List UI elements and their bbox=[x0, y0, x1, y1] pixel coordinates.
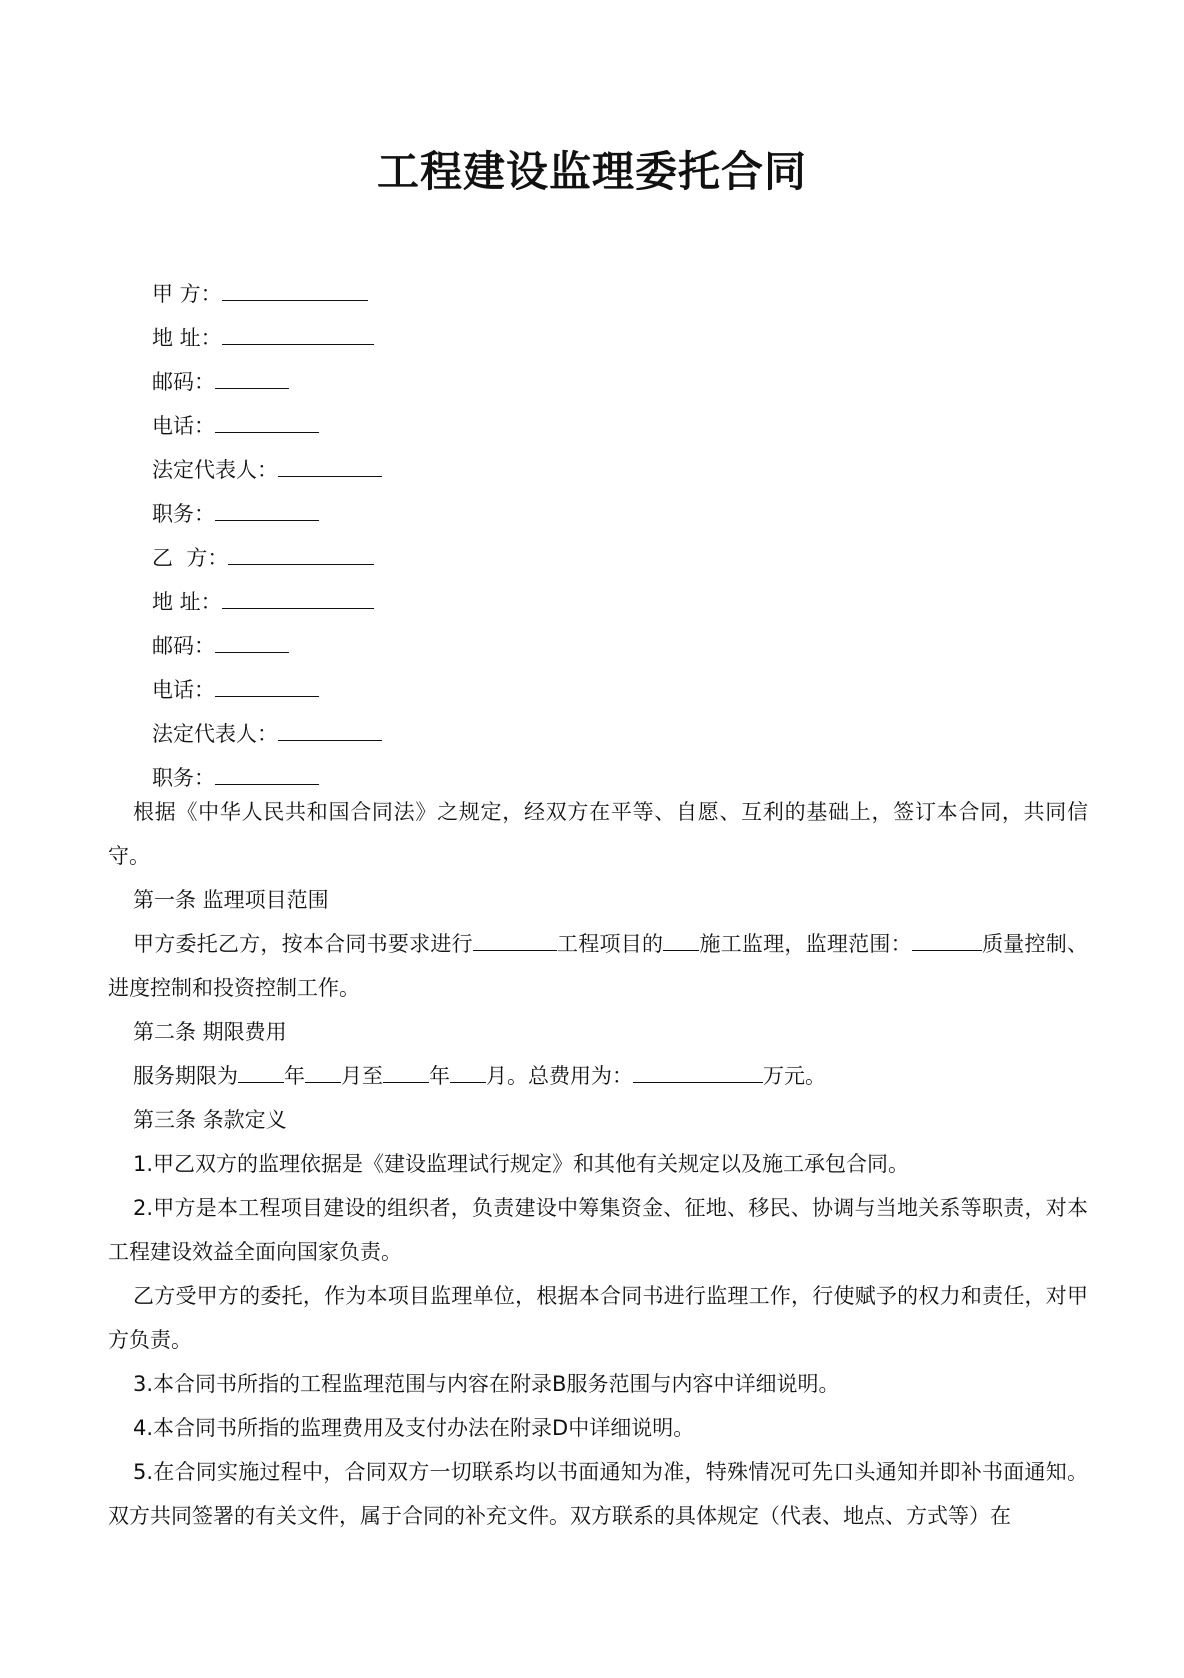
party-a-address-blank[interactable] bbox=[222, 316, 374, 345]
article-2-text-4: 年 bbox=[429, 1064, 450, 1088]
article-2-text-6: 万元。 bbox=[763, 1064, 826, 1088]
article-2-text-5: 月。总费用为： bbox=[486, 1064, 633, 1088]
party-a-legal-rep-label: 法定代表人： bbox=[152, 458, 278, 482]
party-a-phone-blank[interactable] bbox=[215, 404, 319, 433]
party-a-position-field bbox=[152, 492, 382, 536]
party-b-address-label: 地 址： bbox=[152, 590, 222, 614]
end-year-blank[interactable] bbox=[383, 1056, 429, 1083]
project-name-blank[interactable] bbox=[473, 924, 557, 951]
party-b-phone-field bbox=[152, 668, 382, 712]
article-2-text-1: 服务期限为 bbox=[133, 1064, 238, 1088]
total-fee-blank[interactable] bbox=[633, 1056, 763, 1083]
article-2-text-3: 月至 bbox=[341, 1064, 383, 1088]
article-2-paragraph bbox=[108, 1054, 1088, 1098]
party-a-name-field bbox=[152, 272, 382, 316]
party-a-name-blank[interactable] bbox=[222, 272, 368, 301]
party-a-legal-rep-field bbox=[152, 448, 382, 492]
party-b-position-blank[interactable] bbox=[215, 756, 319, 785]
article-3-item: 2.甲方是本工程项目建设的组织者，负责建设中筹集资金、征地、移民、协调与当地关系等职责，对本工程建设效益全面向国家负责。 bbox=[108, 1196, 1088, 1264]
party-a-postcode-label: 邮码： bbox=[152, 370, 215, 394]
article-1-paragraph bbox=[108, 922, 1088, 1010]
article-3-item: 5.在合同实施过程中，合同双方一切联系均以书面通知为准，特殊情况可先口头通知并即补书面通知。双方共同签署的有关文件，属于合同的补充文件。双方联系的具体规定（代表、地点、方式等）在 bbox=[108, 1460, 1088, 1528]
article-3-heading: 第三条 条款定义 bbox=[133, 1108, 287, 1132]
party-b-legal-rep-field bbox=[152, 712, 382, 756]
party-a-phone-label: 电话： bbox=[152, 414, 215, 438]
end-month-blank[interactable] bbox=[450, 1056, 486, 1083]
article-2-text-2: 年 bbox=[284, 1064, 305, 1088]
article-3-item: 乙方受甲方的委托，作为本项目监理单位，根据本合同书进行监理工作，行使赋予的权力和责任，对甲方负责。 bbox=[108, 1284, 1088, 1352]
party-b-legal-rep-blank[interactable] bbox=[278, 712, 382, 741]
stage-blank[interactable] bbox=[663, 924, 699, 951]
party-b-postcode-blank[interactable] bbox=[215, 624, 289, 653]
article-3-item: 1.甲乙双方的监理依据是《建设监理试行规定》和其他有关规定以及施工承包合同。 bbox=[133, 1152, 910, 1176]
party-a-postcode-blank[interactable] bbox=[215, 360, 289, 389]
article-1-heading: 第一条 监理项目范围 bbox=[133, 888, 329, 912]
party-a-position-label: 职务： bbox=[152, 502, 215, 526]
party-b-name-label: 乙 方： bbox=[152, 546, 229, 570]
party-a-address-label: 地 址： bbox=[152, 326, 222, 350]
party-info-block bbox=[152, 272, 382, 800]
article-2-heading: 第二条 期限费用 bbox=[133, 1020, 287, 1044]
party-b-address-field bbox=[152, 580, 382, 624]
start-year-blank[interactable] bbox=[238, 1056, 284, 1083]
article-3-item: 3.本合同书所指的工程监理范围与内容在附录B服务范围与内容中详细说明。 bbox=[133, 1372, 840, 1396]
party-a-postcode-field bbox=[152, 360, 382, 404]
party-b-phone-blank[interactable] bbox=[215, 668, 319, 697]
document-title: 工程建设监理委托合同 bbox=[376, 147, 807, 196]
party-b-phone-label: 电话： bbox=[152, 678, 215, 702]
article-3-item: 4.本合同书所指的监理费用及支付办法在附录D中详细说明。 bbox=[133, 1416, 695, 1440]
start-month-blank[interactable] bbox=[305, 1056, 341, 1083]
party-b-name-blank[interactable] bbox=[228, 536, 374, 565]
party-a-legal-rep-blank[interactable] bbox=[278, 448, 382, 477]
party-a-address-field bbox=[152, 316, 382, 360]
party-b-address-blank[interactable] bbox=[222, 580, 374, 609]
party-a-phone-field bbox=[152, 404, 382, 448]
article-1-text-4: 质量控制、进度控制和投资控制工作。 bbox=[108, 932, 1089, 1000]
article-1-text-3: 施工监理，监理范围： bbox=[699, 932, 912, 956]
party-b-legal-rep-label: 法定代表人： bbox=[152, 722, 278, 746]
party-b-position-label: 职务： bbox=[152, 766, 215, 790]
contract-body bbox=[108, 790, 1088, 1538]
party-b-postcode-label: 邮码： bbox=[152, 634, 215, 658]
scope-blank[interactable] bbox=[912, 924, 982, 951]
party-a-position-blank[interactable] bbox=[215, 492, 319, 521]
party-a-name-label: 甲 方： bbox=[152, 282, 222, 306]
party-b-postcode-field bbox=[152, 624, 382, 668]
preamble-paragraph: 根据《中华人民共和国合同法》之规定，经双方在平等、自愿、互利的基础上，签订本合同，共同信守。 bbox=[108, 800, 1088, 868]
article-1-text-2: 工程项目的 bbox=[556, 932, 664, 956]
party-b-name-field bbox=[152, 536, 382, 580]
article-1-text-1: 甲方委托乙方，按本合同书要求进行 bbox=[133, 932, 473, 956]
